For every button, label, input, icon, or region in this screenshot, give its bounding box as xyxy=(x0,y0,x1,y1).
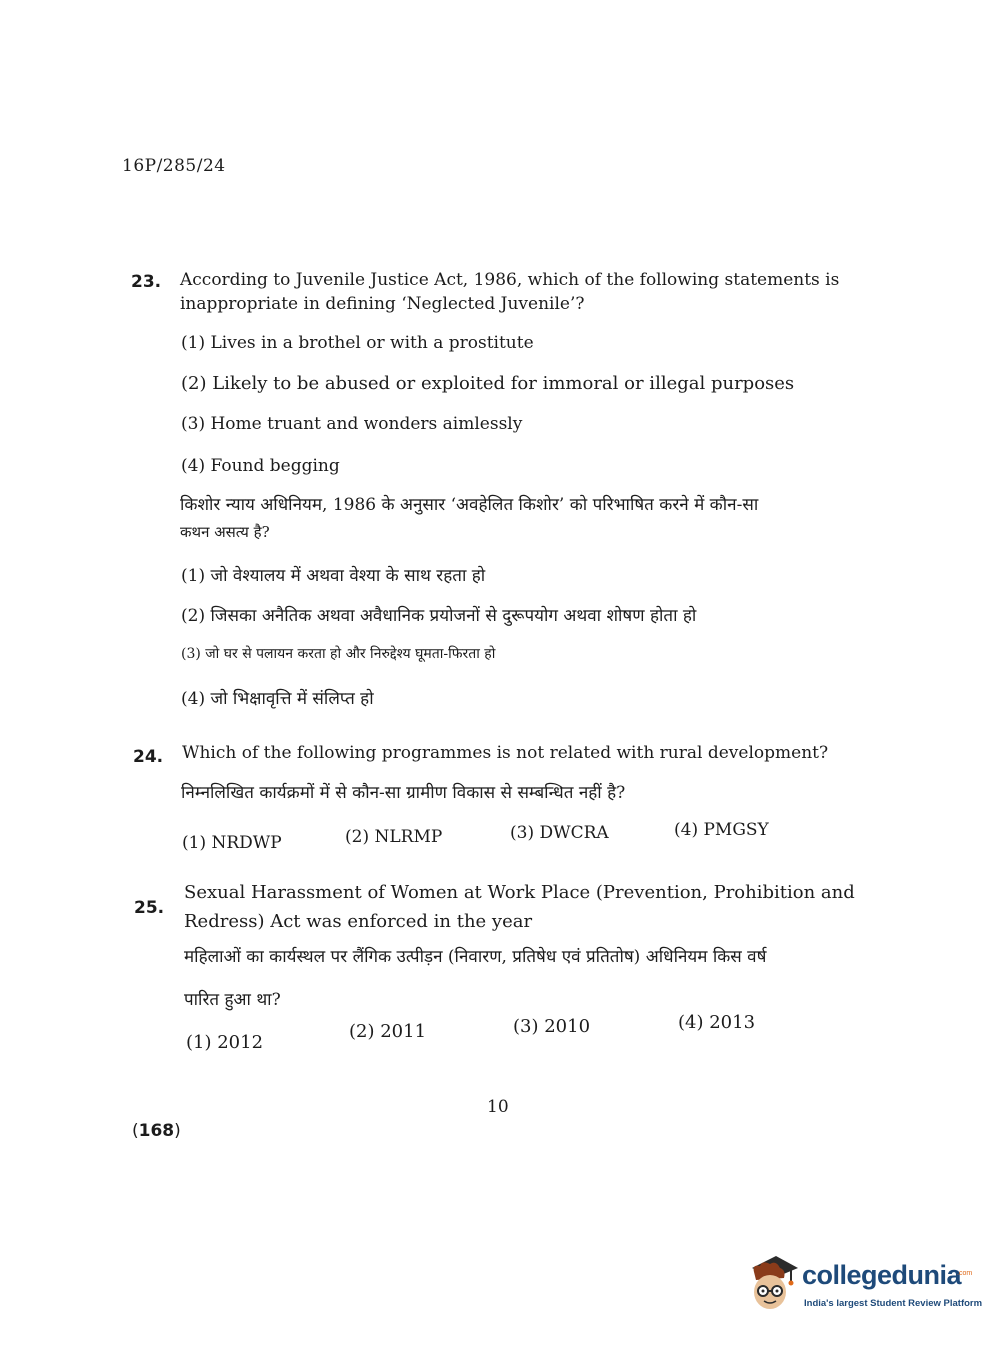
question-25-option-3: (3) 2010 xyxy=(513,1016,591,1037)
question-25-hindi-line1: महिलाओं का कार्यस्थल पर लैंगिक उत्पीड़न (निवारण, प्रतिषेध एवं प्रतितोष) अधिनियम किस वर्ष xyxy=(184,947,767,967)
question-23-option-1-hi: (1) जो वेश्यालय में अथवा वेश्या के साथ रहता हो xyxy=(181,566,486,586)
question-23-option-4-en: (4) Found begging xyxy=(181,456,340,476)
document-code: 16P/285/24 xyxy=(122,156,226,176)
question-23-option-1-en: (1) Lives in a brothel or with a prostitute xyxy=(181,333,534,353)
question-23-option-4-hi: (4) जो भिक्षावृत्ति में संलिप्त हो xyxy=(181,689,374,709)
collegedunia-logo xyxy=(742,1250,983,1330)
question-25-text-line1: Sexual Harassment of Women at Work Place (Prevention, Prohibition and xyxy=(184,882,855,903)
question-23-option-2-hi: (2) जिसका अनैतिक अथवा अवैधानिक प्रयोजनों से दुरूपयोग अथवा शोषण होता हो xyxy=(181,606,697,626)
page-number: 10 xyxy=(487,1097,509,1117)
question-23-number: 23. xyxy=(131,272,162,292)
logo-name: collegedunia xyxy=(802,1260,962,1290)
question-24-text: Which of the following programmes is not related with rural development? xyxy=(182,743,829,763)
question-24-option-2: (2) NLRMP xyxy=(345,827,443,847)
question-25-option-2: (2) 2011 xyxy=(349,1021,427,1042)
question-25-option-4: (4) 2013 xyxy=(678,1012,756,1033)
question-24-option-1: (1) NRDWP xyxy=(182,833,282,853)
question-25-hindi-line2: पारित हुआ था? xyxy=(184,990,281,1010)
question-23-hindi-line2: कथन असत्य है? xyxy=(180,523,270,541)
question-25-option-1: (1) 2012 xyxy=(186,1032,264,1053)
paper-code: (168) xyxy=(132,1121,181,1141)
question-23-option-3-hi: (3) जो घर से पलायन करता हो और निरुद्देश्य घूमता-फिरता हो xyxy=(181,646,496,662)
question-24-hindi: निम्नलिखित कार्यक्रमों में से कौन-सा ग्रामीण विकास से सम्बन्धित नहीं है? xyxy=(181,783,626,803)
question-24-number: 24. xyxy=(133,747,164,767)
question-23-option-3-en: (3) Home truant and wonders aimlessly xyxy=(181,414,523,434)
question-24-option-4: (4) PMGSY xyxy=(674,820,769,840)
question-23-hindi-line1: किशोर न्याय अधिनियम, 1986 के अनुसार ‘अवहेलित किशोर’ को परिभाषित करने में कौन-सा xyxy=(180,495,759,515)
mascot-icon xyxy=(742,1254,800,1316)
logo-tagline: India's largest Student Review Platform xyxy=(804,1298,983,1309)
logo-suffix: .com xyxy=(957,1270,973,1277)
question-23-text-line2: inappropriate in defining ‘Neglected Juvenile’? xyxy=(180,294,585,314)
question-25-number: 25. xyxy=(134,898,165,918)
paper-code-value: 168 xyxy=(138,1121,175,1141)
question-24-option-3: (3) DWCRA xyxy=(510,823,609,843)
question-23-option-2-en: (2) Likely to be abused or exploited for immoral or illegal purposes xyxy=(181,373,795,394)
question-23-text-line1: According to Juvenile Justice Act, 1986, which of the following statements is xyxy=(180,270,840,290)
question-25-text-line2: Redress) Act was enforced in the year xyxy=(184,911,533,932)
